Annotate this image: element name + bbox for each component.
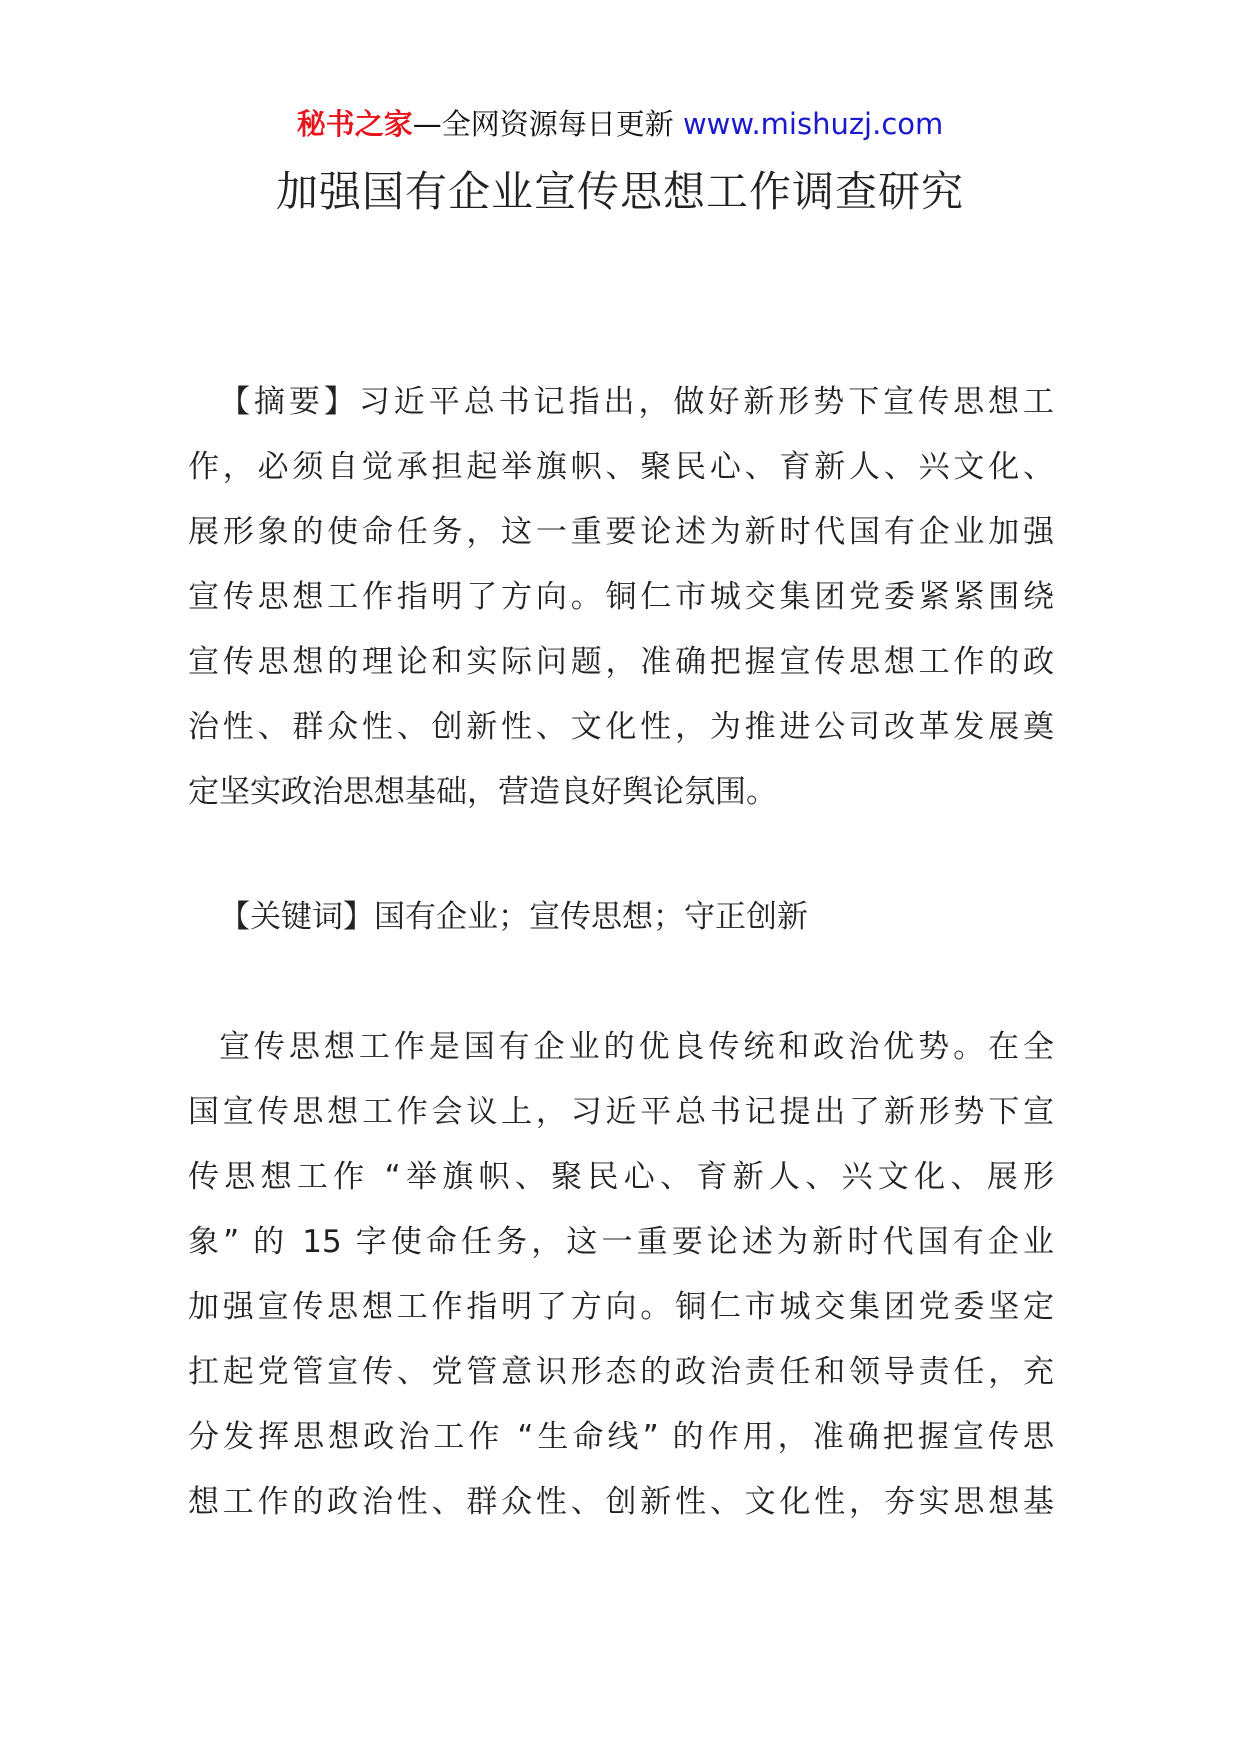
body-line: 传思想工作 “举旗帜、聚民心、育新人、兴文化、展形 [188, 1159, 1054, 1195]
site-header [0, 100, 1240, 148]
abstract-paragraph [188, 370, 1054, 825]
body-line: 宣传思想工作是国有企业的优良传统和政治优势。在全 [219, 1029, 1054, 1065]
brand-name: 秘书之家 [296, 107, 413, 141]
keywords-line: 【关键词】国有企业；宣传思想；守正创新 [219, 899, 808, 935]
abstract-line: 宣传思想的理论和实际问题，准确把握宣传思想工作的政 [188, 644, 1054, 680]
abstract-line: 治性、群众性、创新性、文化性，为推进公司改革发展奠 [188, 709, 1054, 745]
document-title: 加强国有企业宣传思想工作调查研究 [275, 167, 964, 216]
body-line: 加强宣传思想工作指明了方向。铜仁市城交集团党委坚定 [188, 1289, 1054, 1325]
body-line: 扛起党管宣传、党管意识形态的政治责任和领导责任，充 [188, 1354, 1054, 1390]
abstract-line: 宣传思想工作指明了方向。铜仁市城交集团党委紧紧围绕 [188, 579, 1054, 615]
abstract-line: 作，必须自觉承担起举旗帜、聚民心、育新人、兴文化、 [188, 449, 1054, 485]
body-line: 想工作的政治性、群众性、创新性、文化性，夯实思想基 [188, 1484, 1054, 1520]
keywords-paragraph [188, 885, 1054, 950]
body-paragraph [188, 1015, 1054, 1535]
body-line: 象” 的 15 字使命任务，这一重要论述为新时代国有企业 [188, 1224, 1054, 1260]
abstract-line: 【摘要】习近平总书记指出，做好新形势下宣传思想工 [219, 384, 1054, 420]
site-url-link[interactable]: www.mishuzj.com [682, 107, 944, 141]
body-line: 国宣传思想工作会议上，习近平总书记提出了新形势下宣 [188, 1094, 1054, 1130]
body-line: 分发挥思想政治工作 “生命线” 的作用，准确把握宣传思 [188, 1419, 1054, 1455]
site-slogan: —全网资源每日更新 [412, 107, 683, 141]
abstract-line: 展形象的使命任务，这一重要论述为新时代国有企业加强 [188, 514, 1054, 550]
abstract-line: 定坚实政治思想基础，营造良好舆论氛围。 [188, 774, 777, 810]
